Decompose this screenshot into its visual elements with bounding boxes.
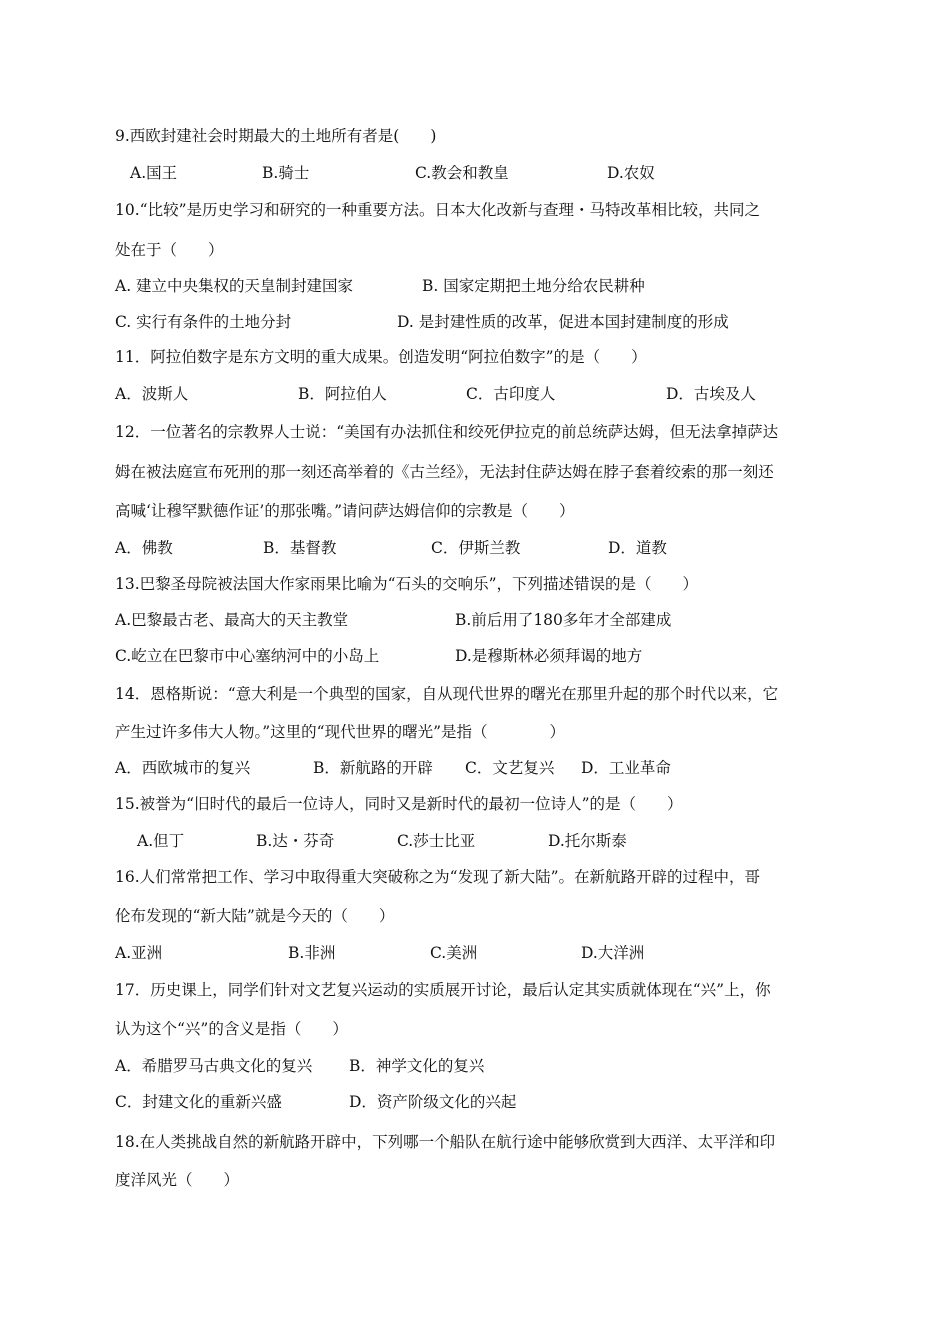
question-12-option-d: D．道教: [608, 539, 667, 557]
question-12-stem-cont2: 高喊‘让穆罕默德作证’的那张嘴。”请问萨达姆信仰的宗教是（ ）: [115, 502, 575, 520]
question-15-option-d: D.托尔斯泰: [548, 832, 627, 850]
question-10-option-b: B. 国家定期把土地分给农民耕种: [422, 277, 645, 295]
question-15-option-c: C.莎士比亚: [397, 832, 476, 850]
question-14-stem-cont: 产生过许多伟大人物。”这里的“现代世界的曙光”是指（ ）: [115, 723, 566, 741]
question-13-option-a: A.巴黎最古老、最高大的天主教堂: [115, 611, 349, 629]
question-15-option-a: A.但丁: [137, 832, 185, 850]
question-13-option-b: B.前后用了180多年才全部建成: [455, 611, 672, 629]
question-15-stem: 15.被誉为“旧时代的最后一位诗人，同时又是新时代的最初一位诗人”的是（ ）: [115, 795, 683, 813]
question-10-option-c: C. 实行有条件的土地分封: [115, 313, 292, 331]
question-11-option-b: B．阿拉伯人: [298, 385, 387, 403]
question-16-stem-cont: 伦布发现的“新大陆”就是今天的（ ）: [115, 907, 395, 925]
question-12-stem-cont1: 姆在被法庭宣布死刑的那一刻还高举着的《古兰经》，无法封住萨达姆在脖子套着绞索的那一刻还: [115, 463, 774, 481]
question-16-option-c: C.美洲: [430, 944, 478, 962]
question-13-stem: 13.巴黎圣母院被法国大作家雨果比喻为“石头的交响乐”，下列描述错误的是（ ）: [115, 575, 699, 593]
question-16-stem: 16.人们常常把工作、学习中取得重大突破称之为“发现了新大陆”。在新航路开辟的过程中，哥: [115, 868, 761, 886]
question-11-option-c: C．古印度人: [466, 385, 556, 403]
question-9-option-c: C.教会和教皇: [415, 164, 509, 182]
question-16-option-b: B.非洲: [288, 944, 336, 962]
question-17-option-d: D．资产阶级文化的兴起: [349, 1093, 517, 1111]
question-15-option-b: B.达・芬奇: [256, 832, 335, 850]
question-14-option-d: D．工业革命: [581, 759, 671, 777]
question-16-option-d: D.大洋洲: [581, 944, 645, 962]
question-11-option-d: D．古埃及人: [666, 385, 756, 403]
question-17-stem-cont: 认为这个“兴”的含义是指（ ）: [115, 1020, 348, 1038]
question-11-option-a: A．波斯人: [115, 385, 189, 403]
question-12-option-a: A．佛教: [115, 539, 173, 557]
question-10-option-a: A. 建立中央集权的天皇制封建国家: [115, 277, 354, 295]
question-17-option-b: B．神学文化的复兴: [349, 1057, 485, 1075]
question-14-stem: 14．恩格斯说：“意大利是一个典型的国家，自从现代世界的曙光在那里升起的那个时代以来，它: [115, 685, 779, 703]
question-14-option-c: C．文艺复兴: [465, 759, 555, 777]
question-9-option-a: A.国王: [130, 164, 178, 182]
question-9-option-d: D.农奴: [607, 164, 655, 182]
question-14-option-b: B．新航路的开辟: [313, 759, 433, 777]
question-13-option-c: C.屹立在巴黎市中心塞纳河中的小岛上: [115, 647, 380, 665]
question-18-stem-cont: 度洋风光（ ）: [115, 1171, 240, 1189]
question-14-option-a: A．西欧城市的复兴: [115, 759, 251, 777]
question-9-stem: 9.西欧封建社会时期最大的土地所有者是( ): [115, 127, 437, 145]
question-12-option-b: B．基督教: [263, 539, 337, 557]
question-10-stem: 10.“比较”是历史学习和研究的一种重要方法。日本大化改新与查理・马特改革相比较，共同之: [115, 201, 761, 219]
question-16-option-a: A.亚洲: [115, 944, 163, 962]
question-11-stem: 11．阿拉伯数字是东方文明的重大成果。创造发明“阿拉伯数字”的是（ ）: [115, 348, 647, 366]
question-12-option-c: C．伊斯兰教: [431, 539, 521, 557]
question-10-option-d: D. 是封建性质的改革，促进本国封建制度的形成: [397, 313, 729, 331]
question-10-stem-cont: 处在于（ ）: [115, 241, 224, 259]
question-17-option-a: A．希腊罗马古典文化的复兴: [115, 1057, 313, 1075]
question-9-option-b: B.骑士: [262, 164, 310, 182]
question-13-option-d: D.是穆斯林必须拜谒的地方: [455, 647, 643, 665]
question-18-stem: 18.在人类挑战自然的新航路开辟中，下列哪一个船队在航行途中能够欣赏到大西洋、太平洋和印: [115, 1133, 776, 1151]
question-12-stem: 12．一位著名的宗教界人士说：“美国有办法抓住和绞死伊拉克的前总统萨达姆，但无法拿掉萨达: [115, 423, 779, 441]
question-17-stem: 17．历史课上，同学们针对文艺复兴运动的实质展开讨论，最后认定其实质就体现在“兴”上，你: [115, 981, 771, 999]
question-17-option-c: C．封建文化的重新兴盛: [115, 1093, 282, 1111]
